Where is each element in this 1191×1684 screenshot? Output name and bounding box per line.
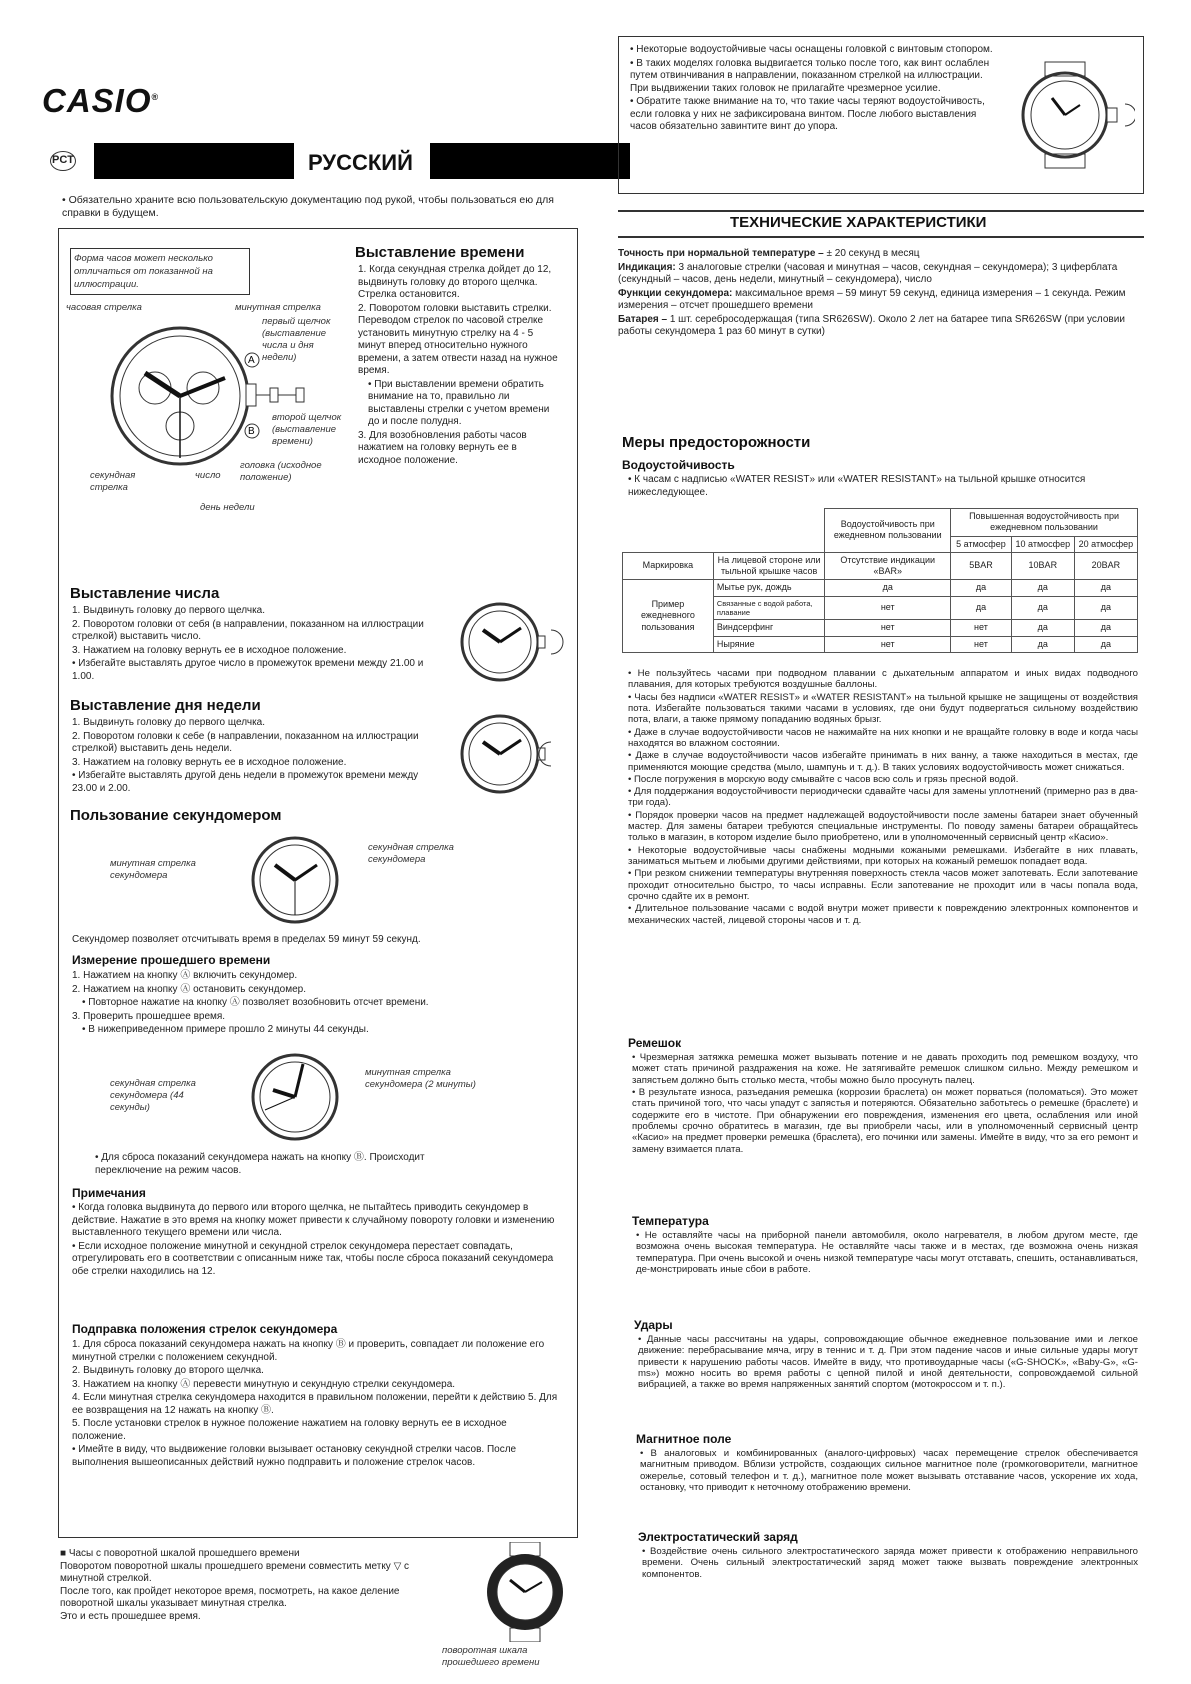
shock-items — [638, 1334, 1138, 1392]
measure-step: 3. Проверить прошедшее время. — [72, 1010, 226, 1022]
table-cell: да — [825, 580, 951, 596]
water-table — [622, 508, 1138, 653]
notes-list — [72, 1202, 562, 1279]
set-day-title: Выставление дня недели — [70, 697, 261, 714]
th-atm: 20 атмосфер — [1074, 536, 1137, 552]
table-cell: да — [1011, 636, 1074, 652]
set-time-step: 2. Поворотом головки выставить стрелки. Переводом стрелок по часовой стрелке установить минутную стрелку на 4 - 5 минут вперед относительно нужного времени, а затем отвести назад на нужное время. — [358, 302, 558, 376]
measure-title: Измерение прошедшего времени — [72, 953, 271, 967]
table-cell: да — [1011, 596, 1074, 620]
sw-minute-label: минутная стрелка секундомера — [110, 858, 196, 881]
bezel-text: ■ Часы с поворотной шкалой прошедшего времени Поворотом поворотной шкалы прошедшего времени совместить метку ▽ с минутной стрелкой. После того, как пройдет некоторое время, посмотреть, на какое деление поворотной шкалы указывает минутная стрелка. Это и есть прошедшее время. — [60, 1548, 410, 1622]
magnet-items — [640, 1448, 1138, 1494]
water-item: • Порядок проверки часов на предмет надлежащей водоустойчивости после замены батареи знает обученный мастер. Для замены батареи требуются специальные инструменты. По поводу замены батареи обращайтесь только в магазин, в котором изделие было приобретено, или в уполномоченный сервисный центр «Касио». — [628, 809, 1138, 844]
table-cell: нет — [825, 620, 951, 636]
set-date-steps — [72, 605, 432, 684]
set-day-step: 2. Поворотом головки к себе (в направлении, показанном на иллюстрации стрелкой) выставить день недели. — [72, 730, 419, 754]
magnet-item: • В аналоговых и комбинированных (аналого-цифровых) часах перемещение стрелок обеспечивается магнитным приводом. Вблизи устройств, создающих сильное магнитное поле (громкоговорители, магнитное ожерелье, сотовый телефон и т. д.), магнитное поле может вызывать отставание часов, ускорение их хода, остановку, что приводит к неточному отображению времени. — [640, 1448, 1138, 1493]
first-click-label: первый щелчок (выставление числа и дня недели) — [262, 316, 331, 363]
spec-battery: Батарея – 1 шт. серебросодержащая (типа SR626SW). Около 2 лет на батарее типа SR626SW (при условии работы секундомера 1 раз 60 минут в сутки) — [618, 313, 1125, 337]
main-watch-diagram — [100, 318, 320, 478]
set-date-step: 3. Нажатием на головку вернуть ее в исходное положение. — [72, 644, 347, 656]
bezel-watch-icon — [480, 1542, 570, 1642]
adjust-step: 1. Для сброса показаний секундомера нажать на кнопку Ⓑ и проверить, совпадает ли положение его минутной стрелки с положением секундной. — [72, 1339, 545, 1363]
table-cell: нет — [825, 596, 951, 620]
example-label: Пример ежедневного пользования — [623, 580, 714, 653]
set-day-watch-icon — [455, 712, 565, 797]
button-b-marker: B — [248, 426, 255, 437]
table-cell: да — [951, 580, 1012, 596]
set-day-step: 3. Нажатием на головку вернуть ее в исходное положение. — [72, 756, 347, 768]
spec-accuracy: Точность при нормальной температуре – ± 20 секунд в месяц — [618, 248, 920, 259]
magnet-title: Магнитное поле — [636, 1432, 732, 1446]
screw-item: • Некоторые водоустойчивые часы оснащены головкой с винтовым стопором. — [630, 44, 993, 55]
crown-label: головка (исходное положение) — [240, 460, 322, 483]
second-click-label: второй щелчок (выставление времени) — [272, 412, 342, 447]
strap-item: • Чрезмерная затяжка ремешка может вызывать потение и не давать проходить под ремешком воздуху, что может стать причиной раздражения на коже. Не затягивайте ремешок слишком сильно. Между ремешком и запястьем должно быть столько места, чтобы можно было просунуть палец. — [632, 1052, 1138, 1086]
note-item: • Когда головка выдвинута до первого или второго щелчка, не пытайтесь приводить секундомер в действие. Нажатие в это время на кнопку может привести к случайному повороту головки и изменению выставленного текущего времени или числа. — [72, 1202, 555, 1238]
table-cell: Отсутствие индикации «BAR» — [825, 552, 951, 580]
table-cell: да — [1074, 636, 1137, 652]
adjust-step: 5. После установки стрелок в нужное положение нажатием на головку вернуть ее в исходное положение. — [72, 1418, 507, 1442]
set-date-step: 2. Поворотом головки от себя (в направлении, показанном на иллюстрации стрелкой) выставить число. — [72, 618, 424, 642]
stopwatch-title: Пользование секундомером — [70, 807, 282, 824]
set-date-step: • Избегайте выставлять другое число в промежуток времени между 21.00 и 1.00. — [72, 658, 424, 682]
keep-docs-note: • Обязательно храните всю пользовательскую документацию под рукой, чтобы пользоваться ею для справки в будущем. — [62, 194, 554, 220]
spec-stopwatch: Функции секундомера: максимальное время – 59 минут 59 секунд, единица измерения – 1 секунда. Режим измерения – отсчет прошедшего времени — [618, 287, 1126, 311]
row-name: Мытье рук, дождь — [713, 580, 824, 596]
water-item: • Длительное пользование часами с водой внутри может привести к повреждению электронных компонентов и механических частей, лицевой стороны часов и т. д. — [628, 903, 1138, 926]
table-cell: нет — [951, 636, 1012, 652]
water-title: Водоустойчивость — [622, 458, 735, 472]
notes-title: Примечания — [72, 1186, 146, 1200]
hour-hand-label: часовая стрелка — [66, 302, 142, 313]
water-item: • Для поддержания водоустойчивости периодически сдавайте часы для замены уплотнений (примерно раз в два-три года). — [628, 786, 1138, 809]
strap-item: • В результате износа, разъедания ремешка (коррозии браслета) он может порваться (поломаться). Это может стать причиной того, что часы упадут с запястья и потеряются. Обязательно заботьтесь о ремешке (браслете) и содержите его в чистоте. При обнаружении его повреждения, изменения его цвета, ослабления или иной проблемы срочно обратитесь в магазин, где вы приобрели часы, или в уполномоченный сервисный центр «Касио» на предмет проверки ремешка (браслета), его починки или замены. Имейте в виду, что за его ремонт и замену взимается плата. — [632, 1086, 1138, 1155]
set-date-title: Выставление числа — [70, 585, 220, 602]
strap-items — [632, 1052, 1138, 1156]
adjust-step: 2. Выдвинуть головку до второго щелчка. — [72, 1365, 264, 1376]
table-cell: да — [1074, 580, 1137, 596]
th-atm: 10 атмосфер — [1011, 536, 1074, 552]
marking-label: Маркировка — [623, 552, 714, 580]
shock-title: Удары — [634, 1318, 673, 1332]
set-time-steps — [358, 264, 558, 468]
example-watch-icon — [245, 1050, 350, 1145]
water-items — [628, 668, 1138, 927]
adjust-title: Подправка положения стрелок секундомера — [72, 1322, 338, 1336]
set-day-step: 1. Выдвинуть головку до первого щелчка. — [72, 717, 266, 728]
adjust-step: 3. Нажатием на кнопку Ⓐ перевести минутную и секундную стрелки секундомера. — [72, 1378, 456, 1390]
static-items — [642, 1546, 1138, 1581]
example-minute-label: минутная стрелка секундомера (2 минуты) — [365, 1067, 476, 1090]
date-label: число — [195, 470, 221, 481]
water-item: • Даже в случае водоустойчивости часов избегайте принимать в них ванну, а также находиться в местах, где применяются моющие средства (мыло, шампунь и т. д.). В таких условиях водоустойчивость может снижаться. — [628, 750, 1138, 773]
marking-where: На лицевой стороне или тыльной крышке часов — [713, 552, 824, 580]
water-item: • После погружения в морскую воду смывайте с часов всю соль и грязь пресной водой. — [628, 773, 1019, 785]
row-name: Связанные с водой работа, плавание — [713, 596, 824, 620]
table-cell: да — [951, 596, 1012, 620]
measure-step: • Повторное нажатие на кнопку Ⓐ позволяет возобновить отсчет времени. — [82, 997, 429, 1008]
row-name: Ныряние — [713, 636, 824, 652]
set-day-step: • Избегайте выставлять другой день недели в промежуток времени между 23.00 и 2.00. — [72, 770, 419, 794]
minute-hand-label: минутная стрелка — [235, 302, 321, 313]
water-item: • Некоторые водоустойчивые часы снабжены модными кожаными ремешками. Избегайте в них плавать, заниматься мытьем и любыми другими действиями, при которых на кожаный ремешок попадает вода. — [628, 844, 1138, 867]
table-cell: 20BAR — [1074, 552, 1137, 580]
table-cell: да — [1011, 620, 1074, 636]
set-time-step: 1. Когда секундная стрелка дойдет до 12, выдвинуть головку до второго щелчка. Стрелка остановится. — [358, 264, 552, 300]
set-date-watch-icon — [455, 600, 565, 685]
black-bar-left — [94, 143, 294, 179]
static-item: • Воздействие очень сильного электростатического заряда может привести к отображению неправильного времени. Очень сильный электростатический заряд может также вызвать повреждение электронных компонентов. — [642, 1546, 1138, 1580]
black-bar-right — [430, 143, 630, 179]
water-item: • Не пользуйтесь часами при подводном плавании с дыхательным аппаратом и иных видах подводного плавания, для которых требуются воздушные баллоны. — [628, 668, 1138, 691]
measure-step: • В нижеприведенном примере прошло 2 минуты 44 секунды. — [82, 1024, 369, 1035]
table-cell: нет — [951, 620, 1012, 636]
pct-mark: PCT — [50, 151, 76, 171]
second-hand-label: секундная стрелка — [90, 470, 136, 493]
spec-display: Индикация: 3 аналоговые стрелки (часовая и минутная – часов, секундная – секундомера); 3 циферблата (секундный – часов, день недели, минутный – секундомера), число — [618, 261, 1118, 285]
set-time-title: Выставление времени — [355, 244, 525, 261]
set-date-step: 1. Выдвинуть головку до первого щелчка. — [72, 605, 266, 616]
reset-note: • Для сброса показаний секундомера нажать на кнопку Ⓑ. Происходит переключение на режим часов. — [95, 1152, 425, 1176]
sw-second-label: секундная стрелка секундомера — [368, 842, 454, 865]
language-title: РУССКИЙ — [308, 150, 413, 175]
water-intro: • К часам с надписью «WATER RESIST» или «WATER RESISTANT» на тыльной крышке относится нижеследующее. — [628, 474, 1086, 498]
th-daily: Водоустойчивость при ежедневном пользовании — [825, 509, 951, 553]
specs-divider-bottom — [618, 236, 1144, 238]
th-enhanced: Повышенная водоустойчивость при ежедневном пользовании — [951, 509, 1138, 537]
example-second-label: секундная стрелка секундомера (44 секунды) — [110, 1078, 196, 1113]
language-bar — [50, 143, 580, 179]
temperature-title: Температура — [632, 1214, 709, 1228]
water-item: • При резком снижении температуры внутренняя поверхность стекла часов может запотевать. Если запотевание проходит относительно быстро, то часы исправны. Если запотевание не проходит или в часы попала вода, срочно сдайте их в ремонт. — [628, 868, 1138, 902]
bezel-label: поворотная шкала прошедшего времени — [442, 1645, 540, 1668]
th-atm: 5 атмосфер — [951, 536, 1012, 552]
specs-title: ТЕХНИЧЕСКИЕ ХАРАКТЕРИСТИКИ — [730, 214, 987, 231]
note-item: • Если исходное положение минутной и секундной стрелок секундомера перестает совпадать, отрегулировать его в соответствии с описанным ниже так, чтобы после сброса показаний секундомера обе стрелки находились на 12. — [72, 1240, 554, 1277]
stopwatch-range: Секундомер позволяет отсчитывать время в пределах 59 минут 59 секунд. — [72, 934, 421, 945]
row-name: Виндсерфинг — [713, 620, 824, 636]
adjust-steps — [72, 1339, 562, 1470]
button-a-marker: A — [248, 355, 255, 366]
stopwatch-watch-icon — [245, 833, 350, 928]
shape-note: Форма часов может несколько отличаться от показанной на иллюстрации. — [70, 248, 250, 295]
specs-list — [618, 248, 1138, 340]
day-label: день недели — [200, 502, 255, 513]
table-cell: 5BAR — [951, 552, 1012, 580]
adjust-step: • Имейте в виду, что выдвижение головки вызывает остановку секундной стрелки часов. После выполнения вышеописанных действий нужно подправить и положение стрелок часов. — [72, 1444, 517, 1468]
table-cell: да — [1011, 580, 1074, 596]
precautions-title: Меры предосторожности — [622, 434, 811, 451]
screw-crown-watch-icon — [1010, 60, 1135, 170]
static-title: Электростатический заряд — [638, 1530, 798, 1544]
set-time-step: 3. Для возобновления работы часов нажатием на головку вернуть ее в исходное положение. — [358, 429, 527, 466]
temperature-item: • Не оставляйте часы на приборной панели автомобиля, около нагревателя, в любом другом месте, где возможна очень высокая температура. Не оставляйте часы также и в местах, где возможна очень низкая температура. При очень высокой и очень низкой температуре часы могут отставать, спешить, останавливаться, де-монстрировать иные сбои в работе. — [636, 1230, 1139, 1275]
strap-title: Ремешок — [628, 1036, 682, 1050]
measure-step: 1. Нажатием на кнопку Ⓐ включить секундомер. — [72, 970, 298, 981]
table-cell: 10BAR — [1011, 552, 1074, 580]
table-cell: нет — [825, 636, 951, 652]
temperature-items — [636, 1230, 1138, 1276]
table-cell: да — [1074, 596, 1137, 620]
adjust-step: 4. Если минутная стрелка секундомера находится в правильном положении, перейти к действию 5. Для ее возвращения на 12 нажать на кнопку Ⓑ. — [72, 1392, 558, 1416]
casio-logo: CASIO® — [42, 82, 160, 119]
shock-item: • Данные часы рассчитаны на удары, сопровождающие обычное ежедневное пользование ими и легкое движение: перебрасывание мяча, игру в теннис и т. д. При этом падение часов и иные сильные удары могут привести к нарушению работы часов. Имейте в виду, что противоударные часы («G-SHOCK», «Baby-G», «G-ms») можно носить во время работы с цепной пилой и иной деятельности, сопровождаемой сильной вибрацией, а также во время напряженных занятий спортом (мотокроссом и т. п.). — [638, 1334, 1138, 1391]
set-day-steps — [72, 717, 432, 796]
table-cell: да — [1074, 620, 1137, 636]
measure-step: 2. Нажатием на кнопку Ⓐ остановить секундомер. — [72, 983, 306, 995]
measure-steps — [72, 970, 562, 1038]
screw-item: • Обратите также внимание на то, что такие часы теряют водоустойчивость, если головка у них не зафиксирована винтом. После любого выставления часов обязательно завинтите винт до упора. — [630, 96, 985, 132]
specs-divider — [618, 210, 1144, 212]
screw-item: • В таких моделях головка выдвигается только после того, как винт ослаблен путем отвинчивания в направлении, показанном стрелкой на иллюстрации. При выдвижении таких головок не прилагайте чрезмерное усилие. — [630, 57, 990, 94]
screw-crown-list — [630, 44, 1000, 135]
water-item: • Даже в случае водоустойчивости часов не нажимайте на них кнопки и не вращайте головку в воде и когда часы находятся во влажном состоянии. — [628, 726, 1138, 749]
set-time-step: • При выставлении времени обратить внимание на то, правильно ли выставлены стрелки с учетом времени до и после полудня. — [368, 378, 550, 427]
water-item: • Часы без надписи «WATER RESIST» и «WATER RESISTANT» на тыльной крышке не защищены от воздействия пота. Избегайте пользоваться такими часами в условиях, где они будут подвергаться сильному воздействию пота, влаги, а также прямому попаданию водяных брызг. — [628, 691, 1138, 726]
